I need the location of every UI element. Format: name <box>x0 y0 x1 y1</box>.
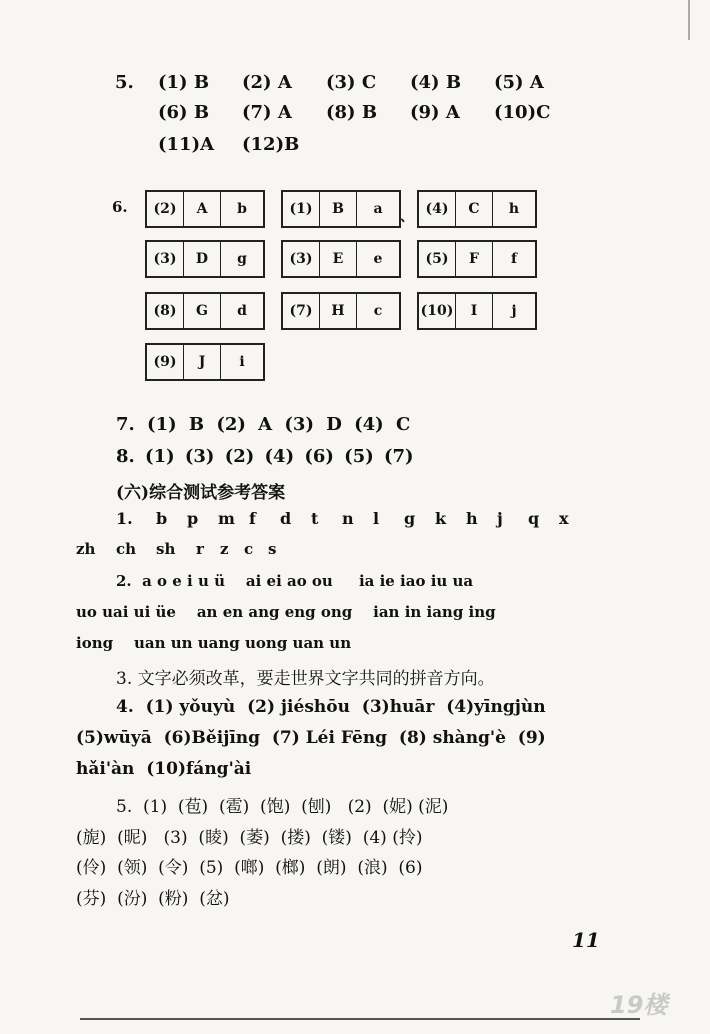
answer: (10)C <box>494 102 551 123</box>
box-lower: a <box>373 201 383 217</box>
box-index: (8) <box>147 294 184 328</box>
watermark-logo: 19楼 <box>610 991 668 1019</box>
s1-line1 <box>116 509 579 528</box>
match-box-2 <box>281 190 401 228</box>
s1-line2 <box>76 540 288 558</box>
box-upper: H <box>320 294 357 328</box>
box-upper: A <box>184 192 221 226</box>
initial: zh <box>76 540 96 558</box>
initial: b <box>156 509 168 528</box>
answer: (1) B <box>158 72 210 93</box>
box-index: (5) <box>419 242 456 276</box>
match-box-6 <box>417 240 537 278</box>
box-upper: I <box>456 294 493 328</box>
s5-line3: (伶) (领) (令) (5) (啷) (榔) (朗) (浪) (6) <box>76 858 423 878</box>
box-upper: D <box>184 242 221 276</box>
q8-answers: 8. (1) (3) (2) (4) (6) (5) (7) <box>116 446 414 467</box>
match-box-9 <box>417 292 537 330</box>
q5-row3 <box>158 134 326 155</box>
box-index: (9) <box>147 345 184 379</box>
match-box-3 <box>417 190 537 228</box>
q6-number: 6. <box>112 198 128 216</box>
q5-row1 <box>158 72 578 93</box>
s4-line1: 4. (1) yǒuyù (2) jiéshōu (3)huār (4)yīngjùn <box>116 697 546 717</box>
box-upper: B <box>320 192 357 226</box>
box-upper: J <box>184 345 221 379</box>
answer: (8) B <box>326 102 378 123</box>
initial: sh <box>156 540 176 558</box>
page-edge-mark <box>688 0 690 40</box>
page-number: 11 <box>572 928 600 952</box>
initial: x <box>559 509 569 528</box>
answer: (2) A <box>242 72 292 93</box>
match-box-8 <box>281 292 401 330</box>
s5-line2: (旎) (昵) (3) (睖) (萎) (搂) (镂) (4) (拎) <box>76 828 423 848</box>
box-lower: d <box>237 303 247 319</box>
initial: f <box>249 509 256 528</box>
initial: r <box>196 540 204 558</box>
s4-line2: (5)wūyā (6)Běijīng (7) Léi Fēng (8) shàng'è (9) <box>76 728 546 748</box>
match-box-5 <box>281 240 401 278</box>
box-lower: i <box>239 354 245 370</box>
q6-separator: 、 <box>400 209 414 225</box>
initial: c <box>244 540 254 558</box>
bottom-rule <box>80 1018 640 1020</box>
box-upper: G <box>184 294 221 328</box>
answer: (7) A <box>242 102 292 123</box>
answer: (5) A <box>494 72 544 93</box>
box-lower: h <box>508 201 520 217</box>
box-index: (3) <box>147 242 184 276</box>
s5-line1: 5. (1) (苞) (雹) (饱) (刨) (2) (妮) (泥) <box>116 797 449 817</box>
initial: n <box>342 509 354 528</box>
initial: h <box>466 509 478 528</box>
initial: ch <box>116 540 137 558</box>
item-number: 1. <box>116 509 133 528</box>
box-index: (1) <box>283 192 320 226</box>
initial: q <box>528 509 540 528</box>
box-lower: e <box>373 251 383 267</box>
s3-line: 3. 文字必须改革，要走世界文字共同的拼音方向。 <box>116 669 495 689</box>
initial: s <box>268 540 277 558</box>
initial: g <box>404 509 416 528</box>
box-lower: f <box>510 251 518 267</box>
answer: (4) B <box>410 72 462 93</box>
initial: p <box>187 509 199 528</box>
initial: k <box>435 509 447 528</box>
s2-line3: iong uan un uang uong uan un <box>76 634 352 652</box>
answer: (6) B <box>158 102 210 123</box>
match-box-7 <box>145 292 265 330</box>
box-index: (4) <box>419 192 456 226</box>
box-lower: g <box>237 251 247 267</box>
match-box-10 <box>145 343 265 381</box>
box-lower: j <box>511 303 517 319</box>
box-index: (10) <box>419 294 456 328</box>
s4-line3: hǎi'àn (10)fáng'ài <box>76 759 252 779</box>
s2-line1: 2. a o e i u ü ai ei ao ou ia ie iao iu ua <box>116 572 474 590</box>
s2-line2: uo uai ui üe an en ang eng ong ian in iang ing <box>76 603 496 621</box>
box-upper: E <box>320 242 357 276</box>
answer: (11)A <box>158 134 215 155</box>
box-upper: C <box>456 192 493 226</box>
box-upper: F <box>456 242 493 276</box>
q5-number: 5. <box>115 72 134 93</box>
answer: (12)B <box>242 134 300 155</box>
initial: t <box>311 509 319 528</box>
match-box-4 <box>145 240 265 278</box>
match-box-1 <box>145 190 265 228</box>
initial: z <box>220 540 229 558</box>
section-title: (六)综合测试参考答案 <box>116 483 286 503</box>
initial: l <box>373 509 380 528</box>
initial: d <box>280 509 292 528</box>
box-index: (7) <box>283 294 320 328</box>
box-index: (3) <box>283 242 320 276</box>
initial: m <box>218 509 235 528</box>
box-lower: c <box>373 303 383 319</box>
q5-row2 <box>158 102 578 123</box>
box-index: (2) <box>147 192 184 226</box>
initial: j <box>497 509 503 528</box>
answer: (9) A <box>410 102 460 123</box>
box-lower: b <box>237 201 247 217</box>
answer: (3) C <box>326 72 377 93</box>
q7-answers: 7. (1) B (2) A (3) D (4) C <box>116 414 411 435</box>
s5-line4: (芬) (汾) (粉) (忿) <box>76 889 230 909</box>
